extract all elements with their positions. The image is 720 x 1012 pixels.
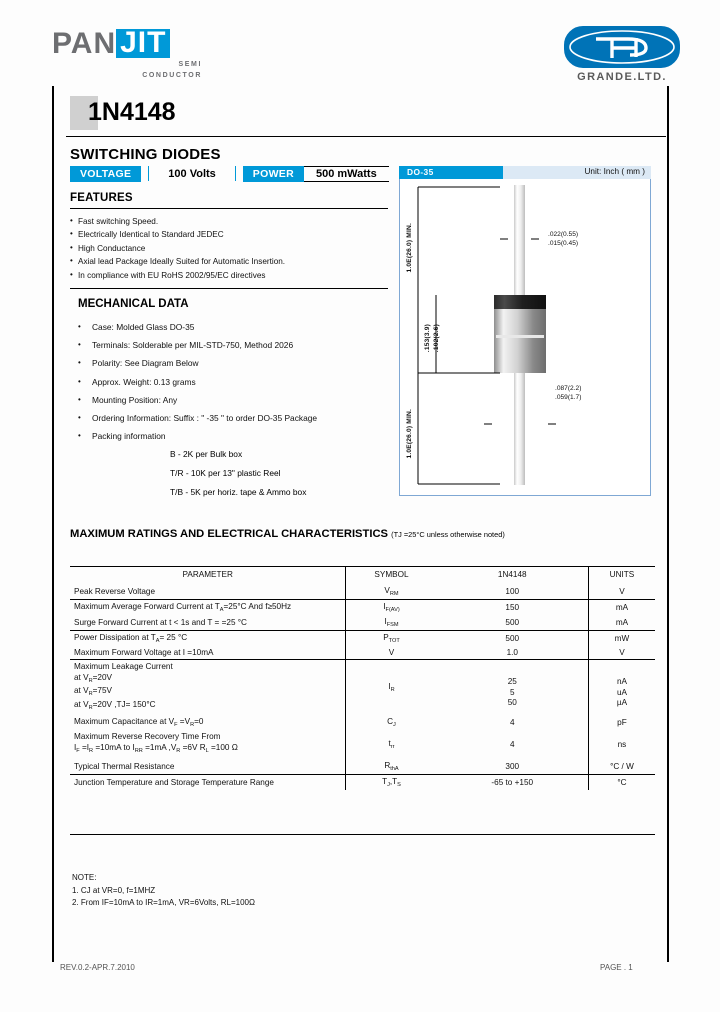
notes-heading: NOTE:	[72, 873, 97, 882]
page-border-right	[667, 86, 669, 962]
packing-option: B - 2K per Bulk box	[170, 449, 243, 460]
package-drawing-panel	[399, 166, 651, 496]
row-parameter	[70, 600, 346, 616]
table-row	[70, 759, 655, 775]
leakage-value-2: 5	[509, 687, 515, 697]
row-parameter-tail2: =0	[194, 717, 204, 727]
symbol-base: I	[388, 682, 391, 692]
leakage-cond-1: at $V_R=20V$	[74, 672, 112, 684]
symbol-base: C	[387, 717, 394, 727]
symbol-subscript: R	[390, 687, 395, 694]
dim-lead-diameter-max: .022(0.55)	[548, 231, 579, 238]
symbol-base: I	[383, 602, 386, 611]
packing-option: T/B - 5K per horiz. tape & Ammo box	[170, 486, 307, 497]
row-parameter	[70, 615, 346, 631]
symbol-base: T	[382, 776, 388, 786]
symbol-base: P	[383, 633, 389, 642]
row-unit: V	[588, 584, 655, 600]
row-unit: mA	[588, 600, 655, 616]
features-rule-top	[70, 208, 388, 209]
badge-separator-2	[235, 166, 236, 181]
dim-body-length-max: .153(3.9)	[424, 324, 431, 353]
power-badge-value: 500 mWatts	[304, 166, 389, 182]
package-drawing-body	[399, 179, 651, 496]
leakage-unit-3: µA	[616, 698, 628, 708]
ratings-title-text: MAXIMUM RATINGS AND ELECTRICAL CHARACTERISTICS	[70, 528, 389, 540]
row-value: -65 to +150	[491, 777, 534, 787]
page-title: SWITCHING DIODES	[70, 146, 221, 163]
symbol-base: I	[384, 617, 387, 626]
panjit-logo-row	[52, 28, 232, 58]
symbol-subscript: thA	[390, 765, 399, 772]
footer-page-number: PAGE . 1	[600, 963, 633, 972]
row-parameter: Maximum Capacitance at $V_F =V_R=0$	[74, 717, 204, 729]
row-parameter-text: Maximum Average Forward Current at T	[74, 602, 220, 611]
row-symbol	[346, 715, 437, 730]
row-unit: mW	[588, 631, 655, 647]
header-symbol: SYMBOL	[346, 567, 437, 585]
row-unit: V	[588, 646, 655, 660]
row-value	[437, 660, 589, 716]
row-symbol	[346, 759, 437, 775]
row-parameter-text: Maximum Forward Voltage at I	[74, 648, 186, 657]
row-parameter-sub: A	[219, 607, 224, 613]
row-parameter-tail: = =25 °C	[212, 618, 247, 627]
notes-section	[72, 872, 255, 910]
part-number: 1N4148	[88, 98, 176, 126]
table-row	[70, 774, 655, 790]
features-heading: FEATURES	[70, 192, 133, 204]
features-section	[70, 192, 390, 289]
panjit-logo	[52, 28, 232, 80]
page-border-left	[52, 86, 54, 962]
row-symbol	[346, 631, 437, 647]
leakage-heading: Maximum Leakage Current	[74, 662, 173, 671]
row-value: 1.0	[506, 648, 518, 657]
table-row	[70, 715, 655, 730]
feature-item: • Electrically Identical to Standard JEDEC	[70, 228, 390, 241]
mechanical-item: • Terminals: Solderable per MIL-STD-750, Method 2026	[70, 336, 400, 354]
header-divider	[66, 136, 666, 137]
feature-item: • Fast switching Speed.	[70, 215, 390, 228]
badge-separator-1	[148, 166, 149, 181]
voltage-badge-label: VOLTAGE	[70, 166, 141, 182]
voltage-badge-value: 100 Volts	[168, 167, 216, 180]
grande-logo-text: GRANDE.LTD.	[577, 71, 667, 83]
mechanical-item: • Case: Molded Glass DO-35	[70, 318, 400, 336]
row-value: 300	[505, 761, 520, 771]
row-value: 500	[505, 618, 520, 627]
leakage-value-3: 50	[507, 698, 517, 708]
table-row-leakage	[70, 660, 655, 716]
packing-option: T/R - 10K per 13" plastic Reel	[170, 468, 281, 479]
leakage-cond-3: at $V_R=20V$ ,TJ= 150°C	[74, 699, 156, 711]
table-header-row	[70, 567, 655, 585]
header-units: UNITS	[588, 567, 655, 585]
row-value: 150	[505, 603, 520, 612]
symbol-base: V	[384, 586, 390, 595]
mechanical-data-section	[70, 298, 400, 501]
row-unit: °C / W	[588, 759, 655, 775]
panjit-logo-jit-text: JIT	[116, 29, 170, 58]
dim-lead-diameter-min: .015(0.45)	[548, 240, 579, 247]
mechanical-item: • Ordering Information: Suffix : " -35 " to order DO-35 Package	[70, 409, 400, 427]
dim-top-lead-length: 1.0E(26.0) MIN.	[406, 223, 413, 273]
grande-logo	[562, 26, 682, 83]
row-parameter-sub: A	[155, 638, 160, 644]
symbol-subscript: J	[387, 781, 390, 788]
mechanical-item: • Approx. Weight: 0.13 grams	[70, 373, 400, 391]
table-bottom-border	[70, 834, 655, 835]
package-unit-label: Unit: Inch ( mm )	[503, 166, 651, 179]
row-symbol	[346, 646, 437, 660]
row-parameter-tail: =V	[177, 717, 191, 727]
row-symbol	[346, 660, 437, 716]
symbol-subscript: F(AV)	[385, 607, 400, 613]
dim-body-length-min: .102(2.6)	[433, 324, 440, 353]
leakage-cond-2: at $V_R=75V$	[74, 686, 112, 698]
row-parameter	[70, 730, 346, 758]
row-parameter-text: Surge Forward Current at t < 1s and T	[74, 618, 213, 627]
trr-condition: $I_F =I_R =10mA$ to $I_{RR} =1mA$ $,V_R =6V$ $R_L =100$ Ω	[74, 742, 238, 754]
row-parameter-text: Maximum Capacitance at V	[74, 717, 175, 727]
symbol-subscript: J	[393, 722, 396, 729]
table-row	[70, 631, 655, 647]
row-value: 500	[505, 634, 520, 643]
leakage-unit-1: nA	[616, 677, 627, 687]
panjit-logo-subtitle-line2: CONDUCTOR	[142, 72, 202, 79]
note-item: 1. CJ at VR=0, f=1MHZ	[72, 885, 156, 895]
row-value: 4	[509, 739, 515, 749]
spec-badges	[70, 166, 389, 181]
ratings-section-title	[70, 528, 505, 540]
ratings-title-note: (TJ =25°C unless otherwise noted)	[391, 530, 505, 539]
row-parameter-tail: =25°C And f≥50Hz	[223, 602, 292, 611]
row-parameter: Typical Thermal Resistance	[74, 761, 175, 771]
row-parameter-text: Power Dissipation at T	[74, 633, 156, 642]
mechanical-item: • Polarity: See Diagram Below	[70, 354, 400, 372]
power-badge-label: POWER	[243, 166, 304, 182]
panjit-logo-pan-text: PAN	[52, 27, 117, 60]
mechanical-item: • Packing information	[70, 427, 400, 445]
row-parameter	[70, 631, 346, 647]
row-symbol	[346, 600, 437, 616]
row-unit	[588, 660, 655, 716]
grande-gp-monogram-icon	[566, 28, 678, 66]
grande-logo-badge	[564, 26, 680, 68]
note-item: 2. From IF=10mA to IR=1mA, VR=6Volts, RL=100Ω	[72, 898, 255, 908]
symbol-subscript2: S	[397, 781, 401, 788]
row-symbol	[346, 584, 437, 600]
table-row	[70, 646, 655, 660]
mechanical-item: • Mounting Position: Any	[70, 391, 400, 409]
part-number-block	[70, 96, 176, 126]
feature-item: • High Conductance	[70, 242, 390, 255]
ratings-table	[70, 566, 655, 790]
symbol-base: V	[388, 648, 395, 657]
dim-bottom-lead-length: 1.0E(26.0) MIN.	[406, 409, 413, 459]
row-symbol	[346, 730, 437, 758]
row-parameter	[70, 646, 346, 660]
symbol-subscript: FSM	[386, 622, 399, 628]
row-symbol	[346, 615, 437, 631]
symbol-base: t	[388, 738, 391, 748]
mechanical-data-heading: MECHANICAL DATA	[78, 298, 189, 310]
row-unit: pF	[588, 715, 655, 730]
symbol-base: R	[384, 760, 391, 770]
symbol-base2: ,T	[389, 776, 398, 786]
trr-heading: Maximum Reverse Recovery Time From	[74, 732, 221, 742]
row-unit: mA	[588, 615, 655, 631]
row-parameter-tail: =10mA	[185, 648, 214, 657]
symbol-subscript: rr	[390, 743, 395, 750]
dim-body-diameter-max: .087(2.2)	[555, 385, 582, 392]
row-parameter: Junction Temperature and Storage Temperature Range	[74, 777, 274, 787]
row-parameter-tail: = 25 °C	[159, 633, 188, 642]
row-parameter: Peak Reverse Voltage	[74, 587, 156, 596]
row-unit: °C	[588, 774, 655, 790]
panjit-logo-subtitle-line1: SEMI	[178, 61, 202, 68]
feature-item: • Axial lead Package Ideally Suited for Automatic Insertion.	[70, 255, 390, 268]
row-value: 100	[505, 587, 520, 596]
table-row	[70, 584, 655, 600]
table-row	[70, 600, 655, 616]
leakage-unit-2: uA	[616, 687, 627, 697]
features-rule-bottom	[70, 288, 388, 289]
row-symbol	[346, 774, 437, 790]
header-device: 1N4148	[497, 570, 527, 579]
table-row	[70, 615, 655, 631]
package-header-bar	[399, 166, 651, 179]
row-value: 4	[509, 718, 515, 728]
package-type-tag: DO-35	[399, 166, 503, 179]
row-parameter	[70, 660, 346, 716]
row-unit: ns	[588, 730, 655, 758]
table-row	[70, 730, 655, 758]
feature-item: • In compliance with EU RoHS 2002/95/EC directives	[70, 269, 390, 282]
symbol-subscript: TOT	[388, 638, 400, 644]
footer-revision: REV.0.2-APR.7.2010	[60, 963, 135, 972]
leakage-value-1: 25	[507, 677, 517, 687]
header-parameter: PARAMETER	[182, 570, 233, 579]
dim-body-diameter-min: .059(1.7)	[555, 394, 582, 401]
symbol-subscript: RM	[389, 591, 399, 597]
